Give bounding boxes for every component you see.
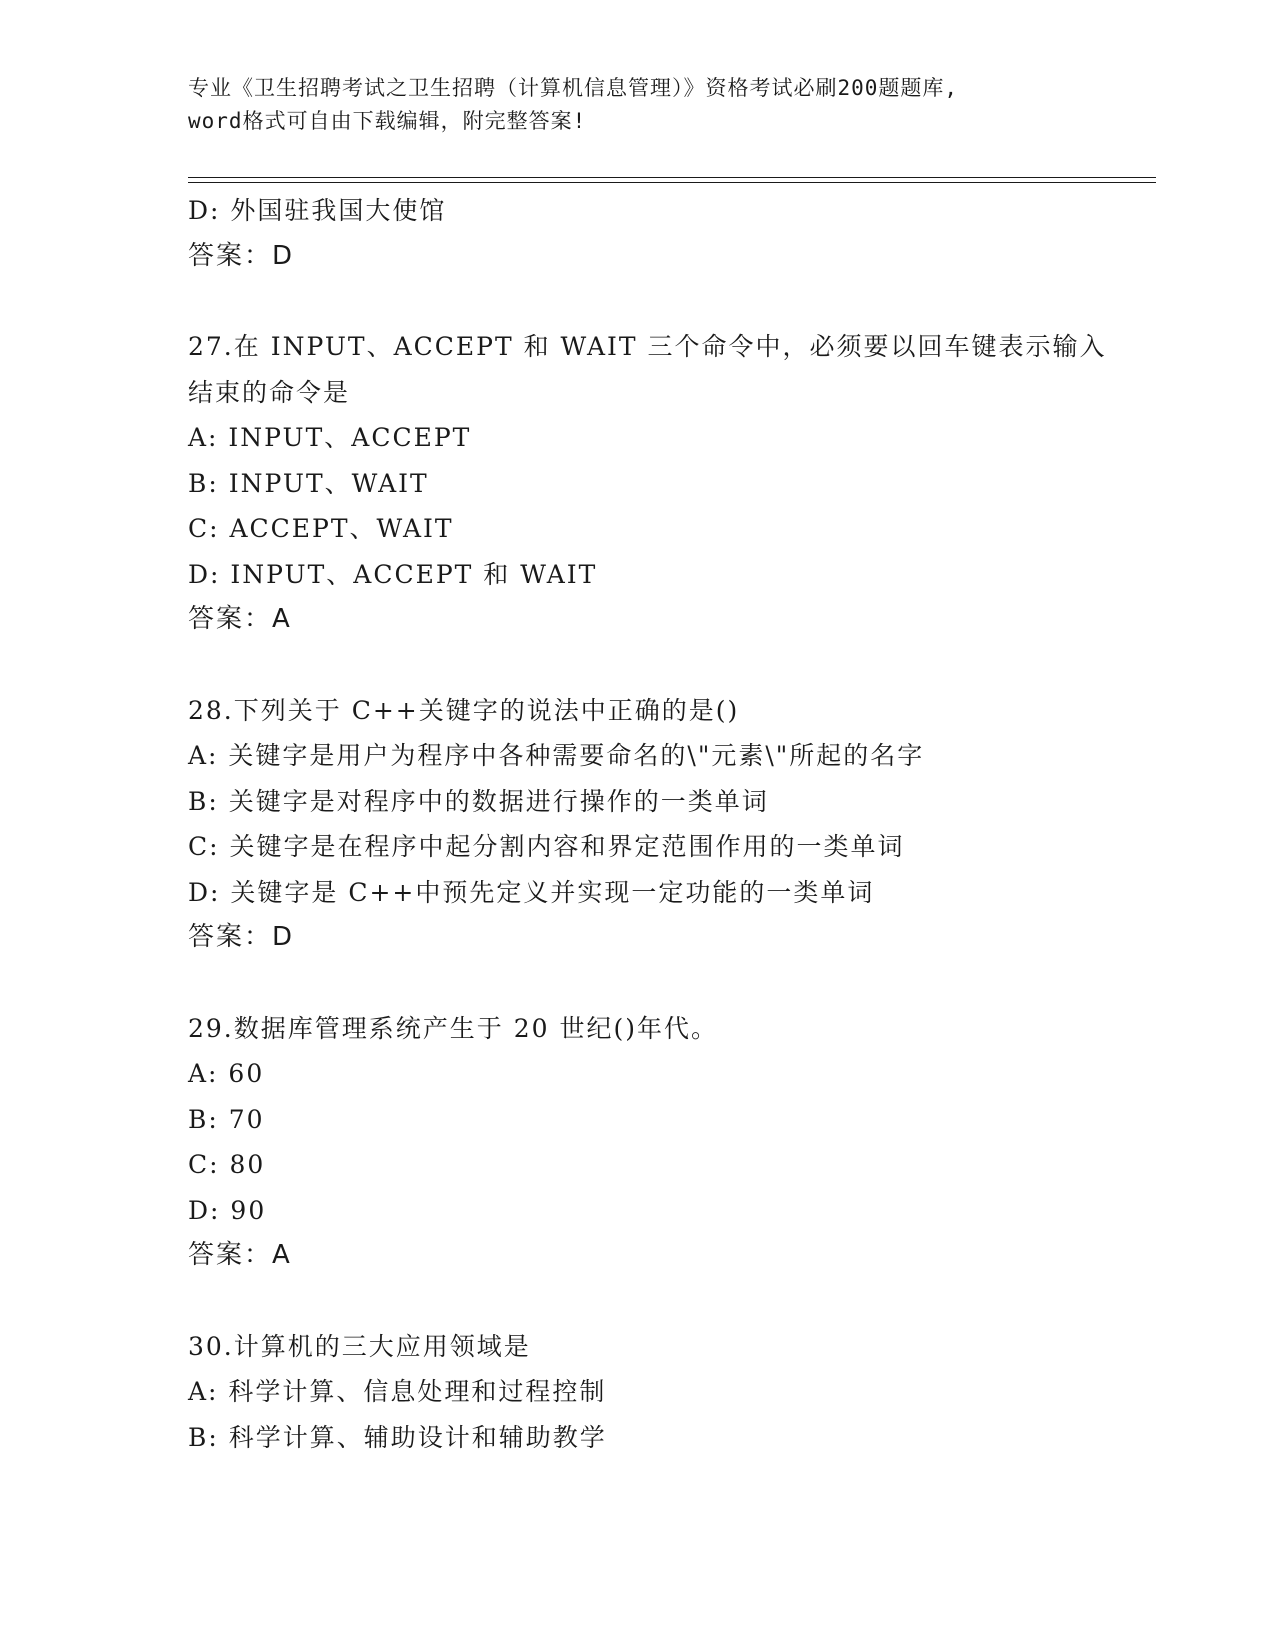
question-27: [188, 324, 1128, 643]
answer: 答案：D: [188, 922, 295, 952]
question-list: [188, 188, 1128, 1460]
option-a: A: 科学计算、信息处理和过程控制: [188, 1377, 607, 1406]
option-a: A: 关键字是用户为程序中各种需要命名的\"元素\"所起的名字: [188, 741, 925, 770]
option-d: D: 90: [188, 1195, 267, 1225]
question-29: [188, 1006, 1128, 1279]
question-28: [188, 688, 1128, 961]
header-divider-bottom: [188, 182, 1156, 183]
header-line-2: word格式可自由下载编辑，附完整答案!: [188, 109, 587, 133]
header-line-1: 专业《卫生招聘考试之卫生招聘（计算机信息管理）》资格考试必刷200题题库,: [188, 76, 959, 100]
option-a: A: 60: [188, 1059, 265, 1088]
question-stem-continued: 结束的命令是: [188, 377, 351, 407]
option-b: B: INPUT、WAIT: [188, 468, 429, 498]
question-stem: 30.计算机的三大应用领域是: [188, 1331, 531, 1361]
question-stem: 27.在 INPUT、ACCEPT 和 WAIT 三个命令中，必须要以回车键表示输入: [188, 332, 1107, 361]
answer: 答案：A: [188, 1240, 292, 1270]
option-a: A: INPUT、ACCEPT: [188, 423, 472, 452]
answer: 答案：A: [188, 604, 292, 634]
header-divider-top: [188, 177, 1156, 178]
document-header: [188, 72, 1088, 138]
answer: 答案：D: [188, 240, 295, 271]
option-c: C: ACCEPT、WAIT: [188, 514, 454, 543]
previous-question-tail: [188, 188, 1128, 279]
option-b: B: 科学计算、辅助设计和辅助教学: [188, 1422, 607, 1452]
question-stem: 29.数据库管理系统产生于 20 世纪()年代。: [188, 1013, 718, 1043]
option-d: D: 外国驻我国大使馆: [188, 196, 447, 225]
option-d: D: 关键字是 C++中预先定义并实现一定功能的一类单词: [188, 877, 875, 907]
option-c: C: 80: [188, 1150, 266, 1179]
question-stem: 28.下列关于 C++关键字的说法中正确的是(): [188, 695, 740, 725]
option-c: C: 关键字是在程序中起分割内容和界定范围作用的一类单词: [188, 832, 905, 861]
option-b: B: 70: [188, 1104, 265, 1134]
question-30: [188, 1324, 1128, 1461]
option-d: D: INPUT、ACCEPT 和 WAIT: [188, 559, 598, 589]
option-b: B: 关键字是对程序中的数据进行操作的一类单词: [188, 786, 769, 816]
